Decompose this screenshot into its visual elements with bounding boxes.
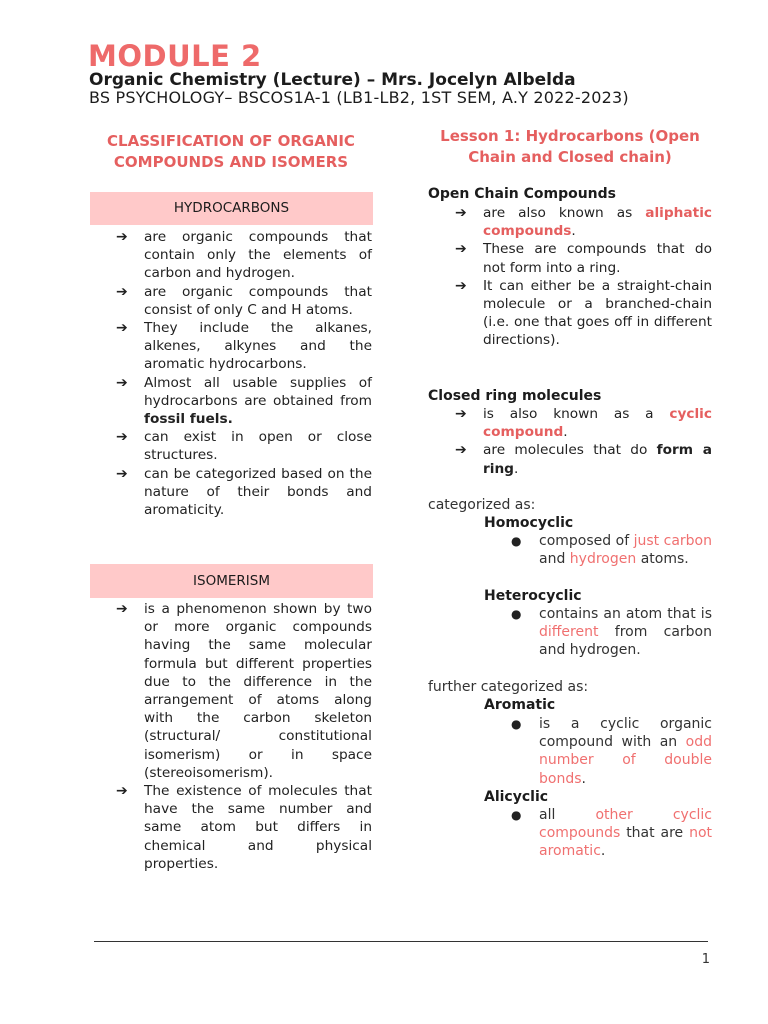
arrow-icon: ➔ [116,601,128,617]
list-item: ➔ The existence of molecules that have the same number and same atom but differs in chemical and physical properties. [116,783,372,872]
list-item: ➔ are molecules that do form a ring. [455,442,712,477]
aliphatic-highlight: aliphatic compounds [483,205,712,240]
isomerism-heading: ISOMERISM [90,564,373,598]
alicyclic-list [511,806,712,861]
bullet-icon: ● [511,607,522,621]
isomerism-list [116,600,372,873]
bullet-icon: ● [511,717,522,731]
arrow-icon: ➔ [455,241,467,258]
heterocyclic-heading: Heterocyclic [484,588,582,604]
list-item: ➔ are organic compounds that contain only the elements of carbon and hydrogen. [116,229,372,282]
categorized-label: categorized as: [428,497,536,513]
program-info: BS PSYCHOLOGY– BSCOS1A-1 (LB1-LB2, 1ST SEM, A.Y 2022-2023) [89,88,629,107]
hydrocarbons-list [116,228,372,519]
module-title: MODULE 2 [88,39,262,73]
bullet-icon: ● [511,808,522,822]
list-item: ● composed of just carbon and hydrogen atoms. [511,533,712,568]
page-number: 1 [701,952,710,967]
list-item: ● is a cyclic organic compound with an odd number of double bonds. [511,716,713,787]
arrow-icon: ➔ [116,465,128,482]
list-item: ● contains an atom that is different from carbon and hydrogen. [511,606,712,659]
homocyclic-list [511,532,712,568]
left-section-title: CLASSIFICATION OF ORGANIC COMPOUNDS AND ISOMERS [107,132,355,171]
hydrocarbons-heading: HYDROCARBONS [90,192,373,225]
closed-ring-heading: Closed ring molecules [428,388,602,404]
list-item: ➔ They include the alkanes, alkenes, alkynes and the aromatic hydrocarbons. [116,320,372,373]
list-item: ➔ are also known as aliphatic compounds. [455,205,712,240]
list-item: ➔ These are compounds that do not form into a ring. [455,241,712,276]
list-item: ➔ is a phenomenon shown by two or more organic compounds having the same molecular formula but different properties due to the difference in the arrangement of atoms along with the carbon skeleton (structural/ constitutional isomerism) or in space (stereoisomerism). [116,601,372,781]
arrow-icon: ➔ [116,374,128,391]
arrow-icon: ➔ [455,277,467,294]
arrow-icon: ➔ [116,320,128,337]
homocyclic-heading: Homocyclic [484,515,574,531]
heterocyclic-list [511,605,712,660]
aromatic-list [511,715,712,788]
lesson-title: Lesson 1: Hydrocarbons (Open Chain and Closed chain) [440,127,700,166]
bullet-icon: ● [511,534,522,548]
closed-ring-list [455,405,712,478]
cyclic-highlight: cyclic compound [483,406,712,441]
list-item: ➔ can be categorized based on the nature of their bonds and aromaticity. [116,465,372,519]
course-title: Organic Chemistry (Lecture) – Mrs. Jocelyn Albelda [89,70,576,90]
arrow-icon: ➔ [455,442,467,459]
form-a-ring-bold: form a ring [483,442,712,477]
arrow-icon: ➔ [455,406,467,422]
further-categorized-label: further categorized as: [428,679,589,695]
arrow-icon: ➔ [116,283,128,300]
alicyclic-heading: Alicyclic [484,789,549,805]
list-item: ➔ It can either be a straight-chain molecule or a branched-chain (i.e. one that goes off in different directions). [455,277,712,349]
aromatic-heading: Aromatic [484,697,556,713]
arrow-icon: ➔ [116,429,128,446]
footer-divider [94,941,708,942]
open-chain-heading: Open Chain Compounds [428,186,616,202]
open-chain-list [455,204,712,350]
fossil-fuels-bold: fossil fuels. [144,411,233,428]
arrow-icon: ➔ [116,229,128,245]
list-item: ➔ is also known as a cyclic compound. [455,406,712,441]
arrow-icon: ➔ [455,205,467,221]
list-item: ➔ are organic compounds that consist of only C and H atoms. [116,283,372,318]
arrow-icon: ➔ [116,783,128,800]
list-item: ➔ can exist in open or close structures. [116,429,372,464]
list-item: ● all other cyclic compounds that are not aromatic. [511,807,713,860]
list-item: ➔ Almost all usable supplies of hydrocarbons are obtained from fossil fuels. [116,374,372,428]
